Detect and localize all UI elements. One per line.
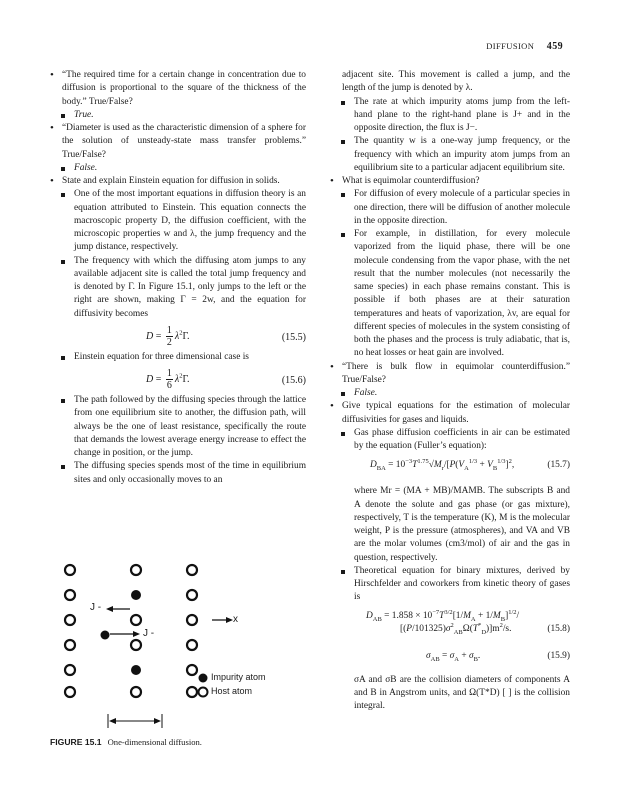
answer-false: False. bbox=[50, 162, 306, 175]
question-bulk-flow: • “There is bulk flow in equimolar counterdiffusion.” True/False? bbox=[330, 361, 570, 388]
legend-impurity-atom: Impurity atom bbox=[211, 672, 266, 682]
question-diameter: • “Diameter is used as the characteristic dimension of a sphere for the solution of unsteady-state mass transfer problems.” True/False? bbox=[50, 122, 306, 162]
bullet-equimolar-definition: For diffusion of every molecule of a particular species in one direction, there will be diffusion of another molecule in the opposite direction. bbox=[330, 188, 570, 228]
answer-true: True. bbox=[50, 109, 306, 122]
equation-number: (15.5) bbox=[281, 331, 306, 343]
diffusion-lattice-diagram bbox=[50, 560, 306, 745]
equation-15-9: $\sigma_{AB} = \sigma_A + \sigma_B$. (15.9) bbox=[426, 650, 570, 663]
question-time-proportional: • “The required time for a certain change in concentration due to diffusion is proportional to the square of the thickness of the body.” True/False? bbox=[50, 69, 306, 109]
flux-label-top: J - bbox=[90, 602, 102, 613]
answer-einstein-1: One of the most important equations in diffusion theory is an equation attributed to Einstein. This equation connects the macroscopic property D, the diffusion coefficient, with the microscopic properties w and λ, the jump frequency and the jump distance, respectively. bbox=[50, 188, 306, 254]
running-header bbox=[486, 41, 563, 52]
answer-false: False. bbox=[330, 387, 570, 400]
figure-caption-text: One-dimensional diffusion. bbox=[107, 737, 202, 747]
page-number: 459 bbox=[546, 41, 563, 52]
continued-paragraph: adjacent site. This movement is called a jump, and the length of the jump is denoted by λ. bbox=[342, 70, 570, 94]
figure-caption-label: FIGURE 15.1 bbox=[50, 737, 102, 747]
section-title: DIFFUSION bbox=[486, 41, 535, 51]
answer-einstein-4: The path followed by the diffusing species through the lattice from one equilibrium site to another, the diffusion path, will always be the one of least resistance, specifically the route that demands the lowest average energy increase to effect the change in position, or the jump. bbox=[50, 394, 306, 460]
equation-15-6: D = $\frac{1}{6}$ $\lambda^2\Gamma$. (15.6) bbox=[146, 368, 306, 391]
right-column bbox=[330, 69, 570, 713]
legend-host-atom: Host atom bbox=[211, 686, 253, 696]
bullet-jump-frequency: The quantity w is a one-way jump frequency, or the frequency with which an impurity atom jumps from an equilibrium site to a particular adjacent equilibrium site. bbox=[330, 135, 570, 175]
bullet-fuller: Gas phase diffusion coefficients in air can be estimated by the equation (Fuller’s equation): bbox=[330, 427, 570, 454]
fuller-explanation: where Mr = (MA + MB)/MAMB. The subscripts B and A denote the solute and gas phase (or gas mixture), respectively, T is the temperature (K), M is the molecular weight, P is the pressure (atmospheres), and VA and VB are the molar volumes (cm3/mol) of air and the gas in question, respectively. bbox=[354, 486, 570, 563]
left-column bbox=[50, 69, 306, 487]
equation-15-8: $D_{AB} = 1.858 \times 10^{-7}T^{3/2}[1/M_A + 1/M_B]^{1/2}/$ $[(P/101325)\sigma^2_{AB}\Omega(T^*_D)]m^2/s$. (15.8) bbox=[366, 608, 570, 636]
question-einstein: • State and explain Einstein equation for diffusion in solids. bbox=[50, 175, 306, 188]
collision-diameter-explanation: σA and σB are the collision diameters of components A and B in Angstrom units, and Ω(T*D) [ ] is the collision integral. bbox=[354, 674, 570, 711]
answer-einstein-5: The diffusing species spends most of the time in equilibrium sites and only occasionally moves to an bbox=[50, 460, 306, 487]
answer-einstein-3: Einstein equation for three dimensional case is bbox=[50, 351, 306, 364]
bullet-hirschfelder: Theoretical equation for binary mixtures, derived by Hirschfelder and coworkers from kinetic theory of gases is bbox=[330, 565, 570, 605]
answer-einstein-2: The frequency with which the diffusing atom jumps to any available adjacent site is called the total jump frequency and is denoted by Γ. In Figure 15.1, only jumps to the left or the right are shown, making Γ = 2w, and the equation for diffusivity becomes bbox=[50, 255, 306, 321]
equation-15-7: $D_{BA} = 10^{-3}T^{1.75}√M_r/[P(V_A^{1/3} + V_B^{1/3}]^2$, (15.7) bbox=[370, 458, 570, 473]
bullet-jump-rate: The rate at which impurity atoms jump from the left-hand plane to the right-hand plane is J+ and in the opposite direction, the flux is J−. bbox=[330, 96, 570, 136]
bullet-distillation-example: For example, in distillation, for every molecule vaporized from the liquid phase, there will be one molecule condensing from the vapor phase, with the net result that the number molecules (not necessarily the same species) in each phase remains constant. This is possible if both phases are at their saturation temperatures and heats of vaporization, λv, are equal for different species of molecules in the system consisting of both the phases and the process is truly adiabatic, that is, no heat losses or heat gain are involved. bbox=[330, 228, 570, 361]
equation-15-5: D = $\frac{1}{2}$ $\lambda^2\Gamma$. (15.5) bbox=[146, 324, 306, 348]
figure-caption bbox=[50, 737, 202, 747]
equation-number: (15.9) bbox=[547, 650, 570, 661]
equation-number: (15.7) bbox=[547, 460, 570, 471]
flux-label-bottom: J - bbox=[143, 628, 155, 639]
x-axis-label: x bbox=[233, 614, 238, 625]
question-equimolar: • What is equimolar counterdiffusion? bbox=[330, 175, 570, 188]
equation-number: (15.6) bbox=[281, 375, 306, 386]
equation-number: (15.8) bbox=[547, 623, 570, 634]
question-diffusivity-equations: • Give typical equations for the estimation of molecular diffusivities for gases and liquids. bbox=[330, 400, 570, 427]
figure-15-1 bbox=[50, 560, 306, 750]
